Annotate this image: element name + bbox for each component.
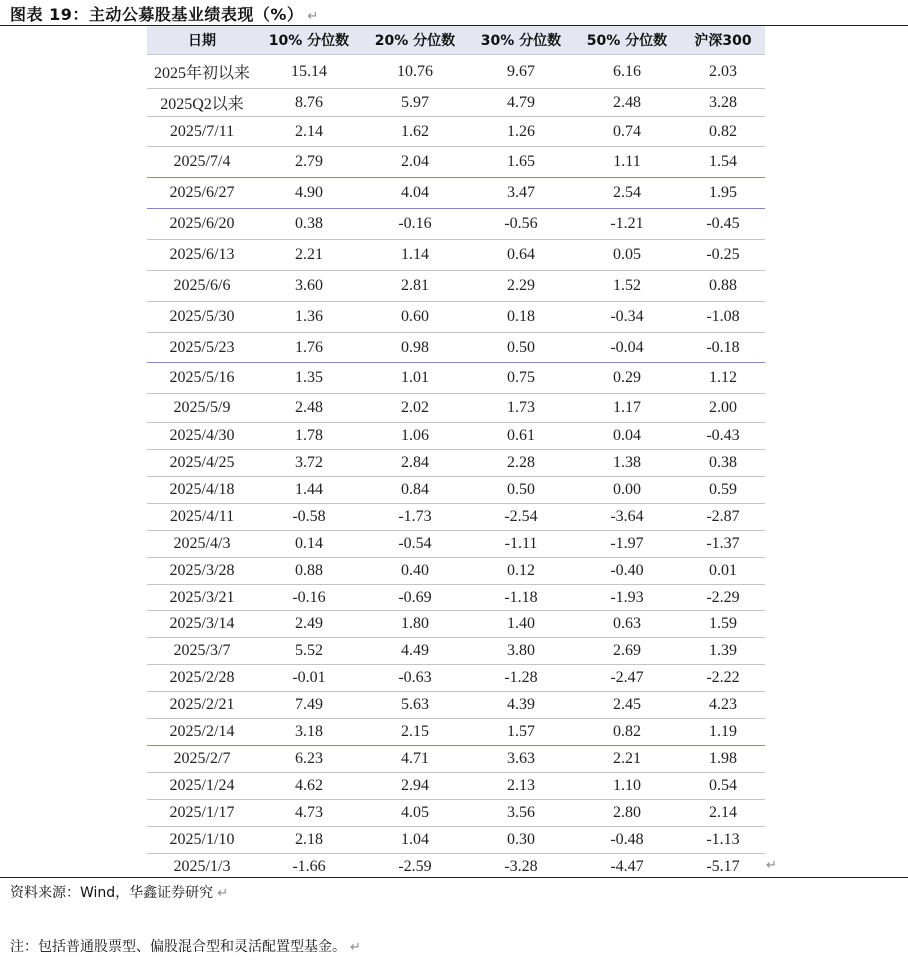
value-cell: 3.56 — [469, 800, 573, 827]
value-cell: 1.95 — [681, 178, 765, 209]
value-cell: 0.29 — [573, 363, 681, 394]
value-cell: 0.54 — [681, 773, 765, 800]
table-body — [147, 55, 765, 881]
value-cell: 3.60 — [257, 271, 361, 302]
value-cell: 1.57 — [469, 719, 573, 746]
value-cell: 0.63 — [573, 611, 681, 638]
value-cell: 1.01 — [361, 363, 469, 394]
value-cell: 2.29 — [469, 271, 573, 302]
table-row — [147, 665, 765, 692]
table-row — [147, 450, 765, 477]
value-cell: 2.69 — [573, 638, 681, 665]
value-cell: 1.44 — [257, 477, 361, 504]
figure-title — [10, 2, 319, 25]
date-cell: 2025/6/6 — [147, 271, 257, 302]
date-cell: 2025/5/16 — [147, 363, 257, 394]
value-cell: 1.65 — [469, 147, 573, 178]
value-cell: -0.69 — [361, 585, 469, 611]
value-cell: 7.49 — [257, 692, 361, 719]
table-row — [147, 394, 765, 423]
value-cell: 3.18 — [257, 719, 361, 746]
date-cell: 2025/4/3 — [147, 531, 257, 558]
value-cell: 4.04 — [361, 178, 469, 209]
value-cell: 1.35 — [257, 363, 361, 394]
value-cell: 0.59 — [681, 477, 765, 504]
value-cell: 2.13 — [469, 773, 573, 800]
date-cell: 2025Q2以来 — [147, 89, 257, 117]
value-cell: 2.48 — [257, 394, 361, 423]
table-row — [147, 117, 765, 147]
value-cell: -1.97 — [573, 531, 681, 558]
value-cell: -1.37 — [681, 531, 765, 558]
value-cell: 1.62 — [361, 117, 469, 147]
value-cell: -4.47 — [610, 858, 644, 876]
value-cell: -1.21 — [573, 209, 681, 240]
table-row — [147, 240, 765, 271]
value-cell: 1.73 — [469, 394, 573, 423]
date-cell: 2025/1/24 — [147, 773, 257, 800]
date-cell: 2025/1/10 — [147, 827, 257, 854]
return-mark-icon: ↵ — [307, 9, 319, 24]
value-cell: 0.88 — [257, 558, 361, 585]
value-cell: 3.72 — [257, 450, 361, 477]
value-cell: 2.49 — [257, 611, 361, 638]
value-cell: -0.58 — [257, 504, 361, 531]
date-cell: 2025/1/3 — [173, 858, 231, 876]
value-cell: -0.18 — [681, 333, 765, 363]
table-row — [147, 363, 765, 394]
value-cell: 1.06 — [361, 423, 469, 450]
value-cell: -1.11 — [469, 531, 573, 558]
value-cell: 0.88 — [681, 271, 765, 302]
value-cell: 10.76 — [361, 55, 469, 89]
date-cell: 2025/7/11 — [147, 117, 257, 147]
value-cell: -0.16 — [257, 585, 361, 611]
value-cell: 2.21 — [573, 746, 681, 773]
value-cell: 4.23 — [681, 692, 765, 719]
value-cell: 1.39 — [681, 638, 765, 665]
value-cell: -0.25 — [681, 240, 765, 271]
date-cell: 2025/2/7 — [147, 746, 257, 773]
end-return-mark-icon: ↵ — [766, 858, 777, 873]
value-cell: 15.14 — [257, 55, 361, 89]
value-cell: 2.15 — [361, 719, 469, 746]
value-cell: -1.28 — [469, 665, 573, 692]
value-cell: 1.78 — [257, 423, 361, 450]
value-cell: 0.64 — [469, 240, 573, 271]
date-cell: 2025/4/11 — [147, 504, 257, 531]
table-row — [147, 558, 765, 585]
table-row — [147, 531, 765, 558]
value-cell: 2.81 — [361, 271, 469, 302]
value-cell: 0.01 — [681, 558, 765, 585]
column-header: 沪深300 — [681, 26, 765, 55]
value-cell: 5.97 — [361, 89, 469, 117]
table-row — [147, 209, 765, 240]
value-cell: 2.02 — [361, 394, 469, 423]
value-cell: 0.50 — [469, 477, 573, 504]
value-cell: 2.94 — [361, 773, 469, 800]
date-cell: 2025/4/18 — [147, 477, 257, 504]
value-cell: 1.11 — [573, 147, 681, 178]
value-cell: 0.75 — [469, 363, 573, 394]
value-cell: 4.90 — [257, 178, 361, 209]
value-cell: -0.48 — [573, 827, 681, 854]
value-cell: -2.87 — [681, 504, 765, 531]
value-cell: 1.14 — [361, 240, 469, 271]
table-row — [147, 477, 765, 504]
footnote — [10, 936, 361, 956]
footnote-return-mark-icon: ↵ — [350, 940, 361, 955]
value-cell: -2.54 — [469, 504, 573, 531]
value-cell: 6.16 — [573, 55, 681, 89]
value-cell: 8.76 — [257, 89, 361, 117]
value-cell: -1.73 — [361, 504, 469, 531]
value-cell: 1.59 — [681, 611, 765, 638]
value-cell: 0.40 — [361, 558, 469, 585]
value-cell: 1.26 — [469, 117, 573, 147]
date-cell: 2025/7/4 — [147, 147, 257, 178]
value-cell: 2.03 — [681, 55, 765, 89]
footnote-text: 注：包括普通股票型、偏股混合型和灵活配置型基金。 — [10, 939, 346, 955]
source-text: 资料来源：Wind，华鑫证券研究 — [10, 885, 214, 901]
date-cell: 2025/5/9 — [147, 394, 257, 423]
value-cell: 1.36 — [257, 302, 361, 333]
date-cell: 2025/4/30 — [147, 423, 257, 450]
value-cell: 3.63 — [469, 746, 573, 773]
column-header: 日期 — [147, 26, 257, 55]
value-cell: -3.28 — [504, 858, 538, 876]
table-row — [147, 423, 765, 450]
table-header-row — [147, 26, 765, 55]
date-cell: 2025/2/14 — [147, 719, 257, 746]
value-cell: 4.73 — [257, 800, 361, 827]
value-cell: 0.30 — [469, 827, 573, 854]
date-cell: 2025/1/17 — [147, 800, 257, 827]
table-row — [147, 638, 765, 665]
value-cell: 1.40 — [469, 611, 573, 638]
table-row — [147, 302, 765, 333]
value-cell: -1.08 — [681, 302, 765, 333]
value-cell: -0.40 — [573, 558, 681, 585]
value-cell: 1.17 — [573, 394, 681, 423]
value-cell: -1.66 — [292, 858, 326, 876]
table-row — [147, 333, 765, 363]
value-cell: 0.82 — [573, 719, 681, 746]
date-cell: 2025/2/28 — [147, 665, 257, 692]
value-cell: 2.45 — [573, 692, 681, 719]
value-cell: 3.80 — [469, 638, 573, 665]
date-cell: 2025/3/7 — [147, 638, 257, 665]
value-cell: -5.17 — [706, 858, 740, 876]
value-cell: 1.19 — [681, 719, 765, 746]
table-row — [147, 585, 765, 611]
value-cell: 4.71 — [361, 746, 469, 773]
value-cell: -3.64 — [573, 504, 681, 531]
value-cell: -0.04 — [573, 333, 681, 363]
value-cell: 2.18 — [257, 827, 361, 854]
value-cell: 0.38 — [257, 209, 361, 240]
value-cell: 0.74 — [573, 117, 681, 147]
value-cell: 0.84 — [361, 477, 469, 504]
value-cell: 0.00 — [573, 477, 681, 504]
value-cell: 4.49 — [361, 638, 469, 665]
value-cell: -2.29 — [681, 585, 765, 611]
value-cell: -2.22 — [681, 665, 765, 692]
column-header: 20% 分位数 — [361, 26, 469, 55]
value-cell: 1.80 — [361, 611, 469, 638]
value-cell: 2.48 — [573, 89, 681, 117]
value-cell: -0.34 — [573, 302, 681, 333]
table-row — [147, 271, 765, 302]
value-cell: 2.79 — [257, 147, 361, 178]
value-cell: 1.54 — [681, 147, 765, 178]
value-cell: 1.10 — [573, 773, 681, 800]
table-row — [147, 178, 765, 209]
value-cell: -0.01 — [257, 665, 361, 692]
value-cell: -0.45 — [681, 209, 765, 240]
column-header: 30% 分位数 — [469, 26, 573, 55]
value-cell: 4.05 — [361, 800, 469, 827]
value-cell: 1.52 — [573, 271, 681, 302]
table-row — [147, 89, 765, 117]
source-note — [10, 882, 228, 902]
value-cell: 2.80 — [573, 800, 681, 827]
value-cell: 1.04 — [361, 827, 469, 854]
source-return-mark-icon: ↵ — [217, 886, 229, 901]
column-header: 50% 分位数 — [573, 26, 681, 55]
value-cell: 0.82 — [681, 117, 765, 147]
table-row — [147, 55, 765, 89]
table-row — [147, 611, 765, 638]
value-cell: 2.00 — [681, 394, 765, 423]
value-cell: 6.23 — [257, 746, 361, 773]
value-cell: 0.50 — [469, 333, 573, 363]
value-cell: -2.47 — [573, 665, 681, 692]
performance-table — [147, 26, 765, 881]
value-cell: 2.21 — [257, 240, 361, 271]
table-row — [147, 827, 765, 854]
value-cell: -0.56 — [469, 209, 573, 240]
value-cell: 5.63 — [361, 692, 469, 719]
value-cell: -1.93 — [573, 585, 681, 611]
value-cell: 3.47 — [469, 178, 573, 209]
value-cell: 2.14 — [681, 800, 765, 827]
date-cell: 2025/3/28 — [147, 558, 257, 585]
value-cell: 0.60 — [361, 302, 469, 333]
table-row — [147, 773, 765, 800]
value-cell: -0.43 — [681, 423, 765, 450]
table-row — [147, 746, 765, 773]
date-cell: 2025/6/13 — [147, 240, 257, 271]
value-cell: 0.04 — [573, 423, 681, 450]
value-cell: 5.52 — [257, 638, 361, 665]
value-cell: -1.13 — [681, 827, 765, 854]
value-cell: 4.39 — [469, 692, 573, 719]
table-row — [147, 504, 765, 531]
value-cell: 1.98 — [681, 746, 765, 773]
bottom-rule — [0, 877, 908, 878]
table-row — [147, 800, 765, 827]
value-cell: 2.14 — [257, 117, 361, 147]
figure-title-text: 图表 19：主动公募股基业绩表现（%） — [10, 5, 304, 24]
date-cell: 2025/6/20 — [147, 209, 257, 240]
value-cell: 1.38 — [573, 450, 681, 477]
value-cell: 0.98 — [361, 333, 469, 363]
value-cell: 0.18 — [469, 302, 573, 333]
value-cell: 4.62 — [257, 773, 361, 800]
value-cell: 2.28 — [469, 450, 573, 477]
value-cell: 0.14 — [257, 531, 361, 558]
table-row — [147, 147, 765, 178]
value-cell: 0.05 — [573, 240, 681, 271]
date-cell: 2025/5/30 — [147, 302, 257, 333]
value-cell: 2.54 — [573, 178, 681, 209]
value-cell: 0.38 — [681, 450, 765, 477]
date-cell: 2025/2/21 — [147, 692, 257, 719]
value-cell: 2.84 — [361, 450, 469, 477]
table-row — [147, 692, 765, 719]
value-cell: -2.59 — [398, 858, 432, 876]
value-cell: 4.79 — [469, 89, 573, 117]
value-cell: -0.63 — [361, 665, 469, 692]
value-cell: -1.18 — [469, 585, 573, 611]
date-cell: 2025/3/14 — [147, 611, 257, 638]
value-cell: 3.28 — [681, 89, 765, 117]
value-cell: 1.76 — [257, 333, 361, 363]
date-cell: 2025/3/21 — [147, 585, 257, 611]
date-cell: 2025/4/25 — [147, 450, 257, 477]
date-cell: 2025/6/27 — [147, 178, 257, 209]
value-cell: 1.12 — [681, 363, 765, 394]
date-cell: 2025年初以来 — [147, 55, 257, 89]
value-cell: 0.61 — [469, 423, 573, 450]
table-row — [147, 719, 765, 746]
column-header: 10% 分位数 — [257, 26, 361, 55]
value-cell: -0.54 — [361, 531, 469, 558]
value-cell: 2.04 — [361, 147, 469, 178]
value-cell: 9.67 — [469, 55, 573, 89]
value-cell: -0.16 — [361, 209, 469, 240]
value-cell: 0.12 — [469, 558, 573, 585]
date-cell: 2025/5/23 — [147, 333, 257, 363]
